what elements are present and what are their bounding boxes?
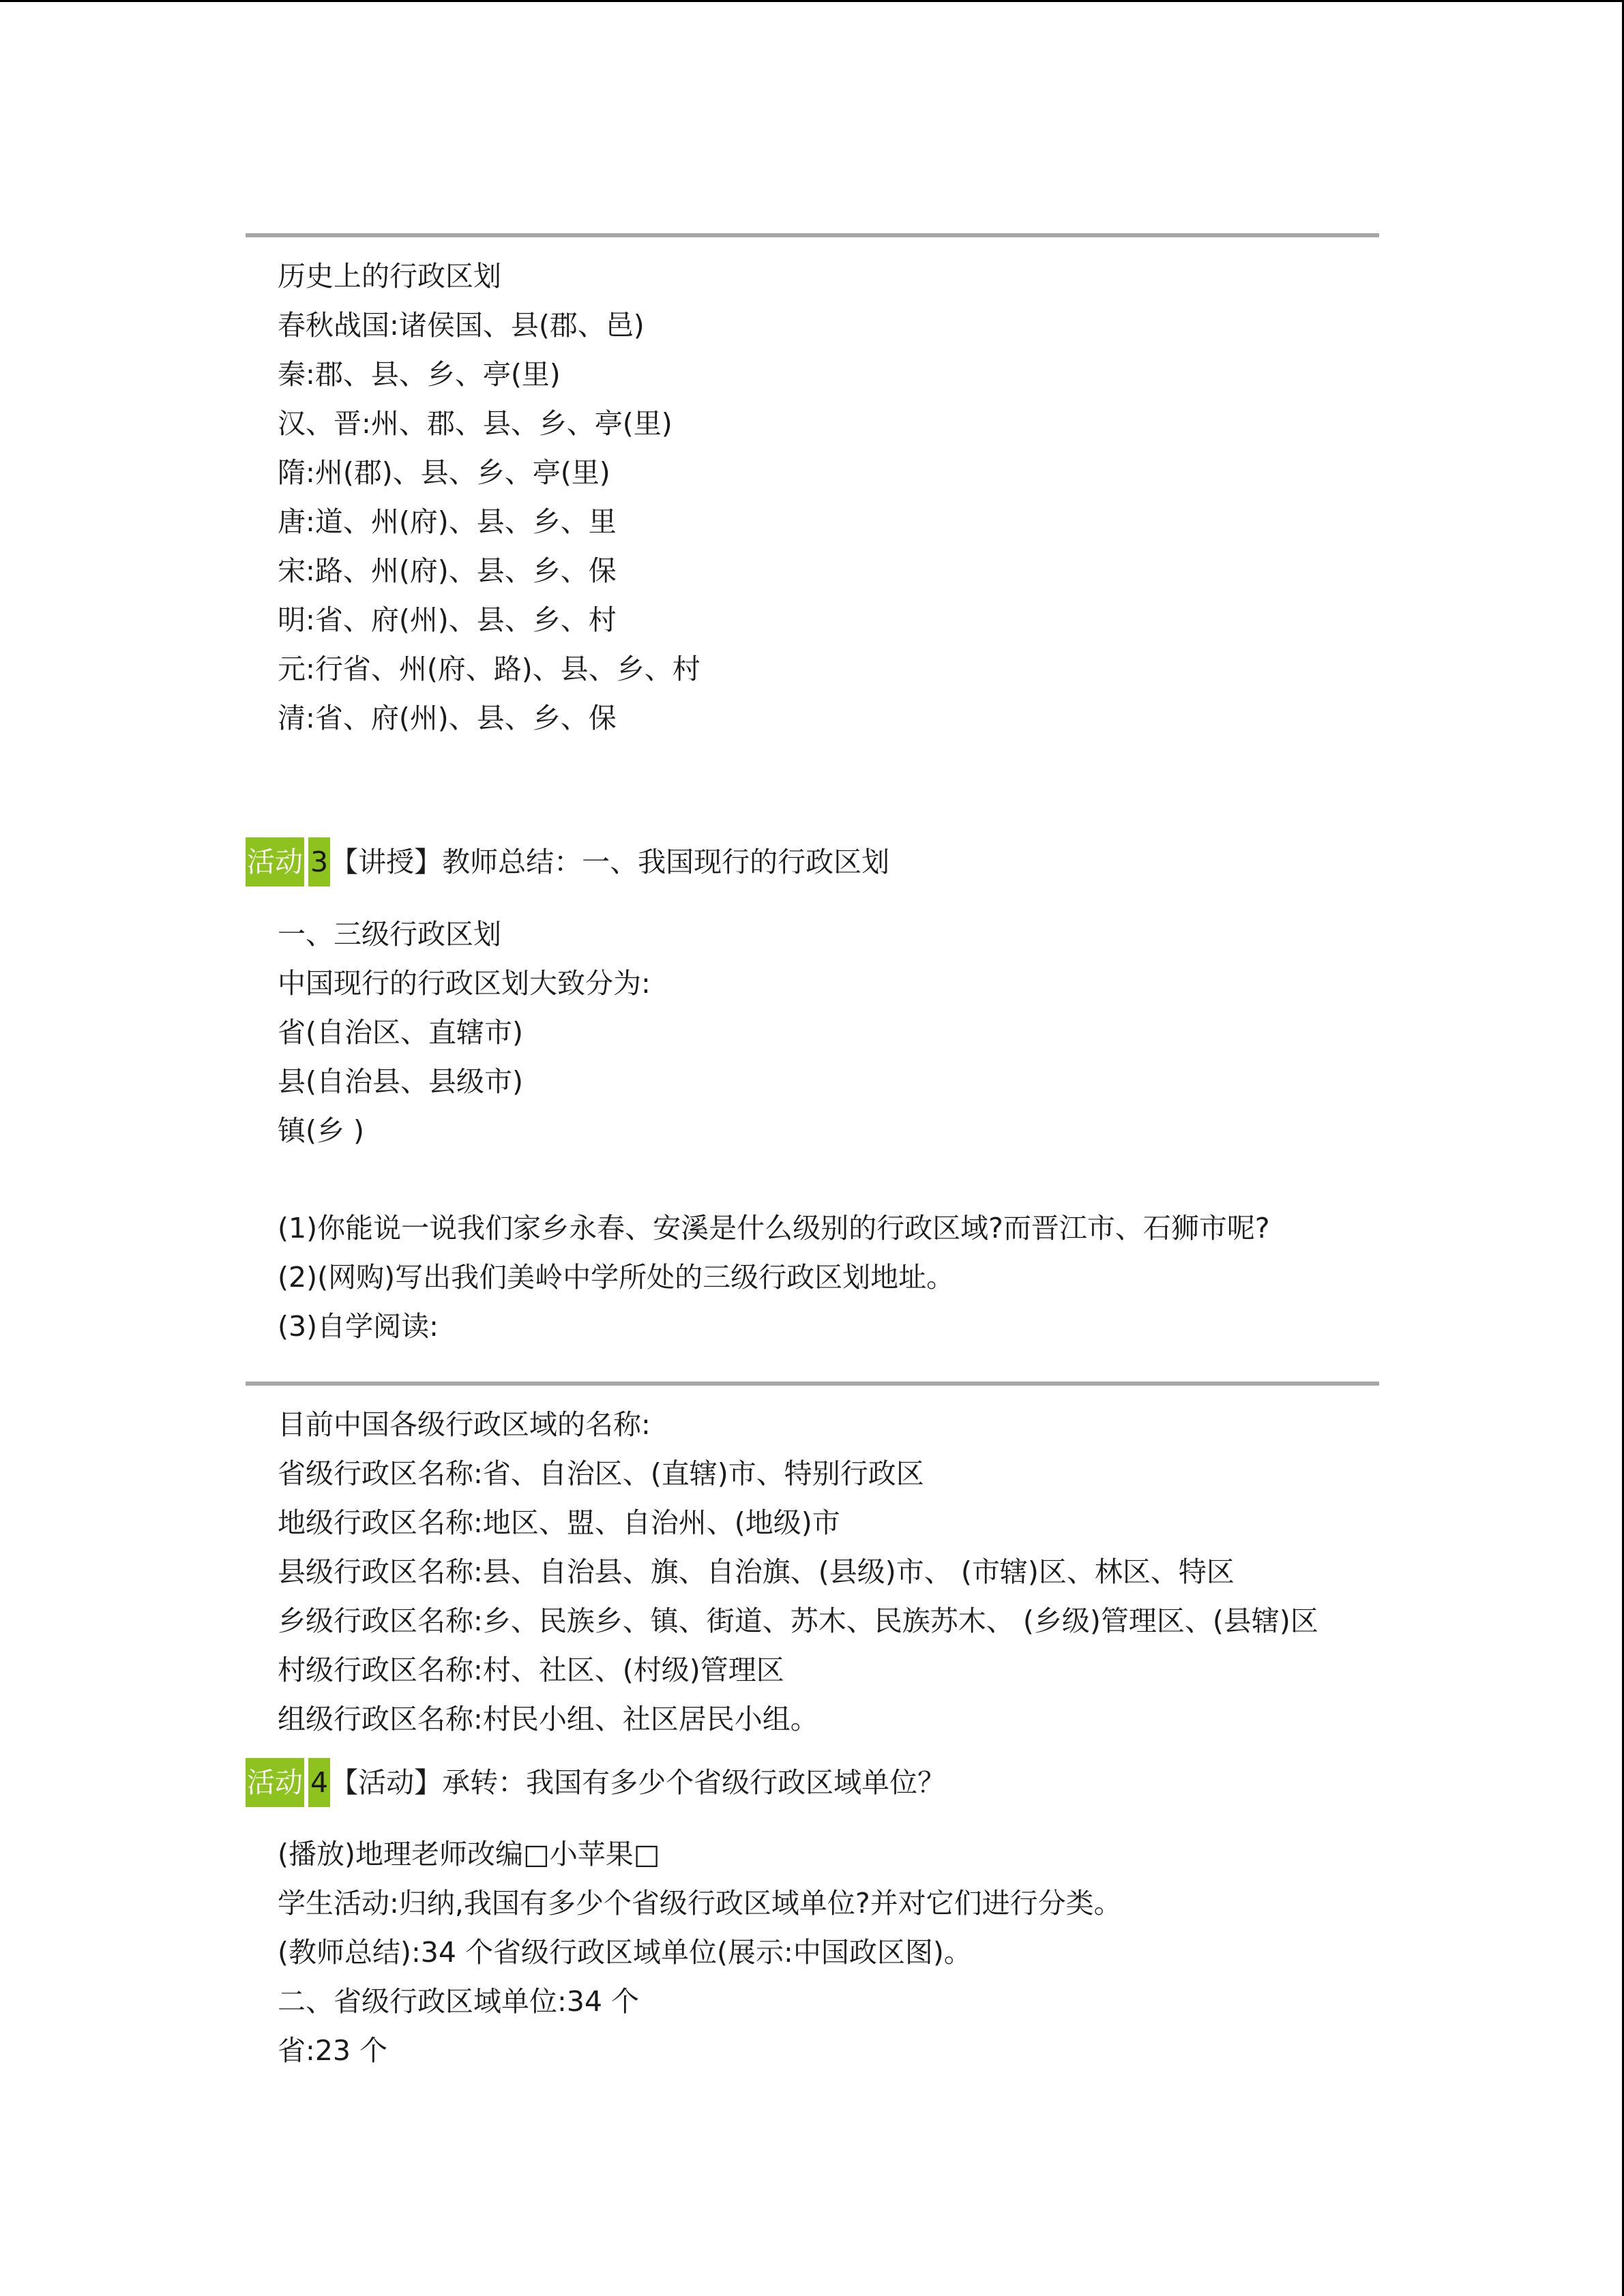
history-line: 春秋战国:诸侯国、县(郡、邑) [278, 309, 645, 342]
activity-number: 3 [308, 837, 330, 886]
activity-4-heading [246, 1758, 945, 1807]
names-section [278, 1400, 1318, 1744]
activity-3-heading [246, 837, 889, 886]
history-section [278, 252, 700, 743]
history-line: 宋:路、州(府)、县、乡、保 [278, 554, 617, 587]
divider-rule-middle [246, 1382, 1379, 1386]
history-line: 秦:郡、县、乡、亭(里) [278, 358, 561, 391]
history-line: 汉、晋:州、郡、县、乡、亭(里) [278, 407, 673, 440]
text-line: 省(自治区、直辖市) [278, 1016, 523, 1049]
text-line: (教师总结):34 个省级行政区域单位(展示:中国政区图)。 [278, 1936, 972, 1969]
text-line: 省:23 个 [278, 2034, 388, 2067]
page-border-top [0, 0, 1624, 2]
text-line: 省级行政区名称:省、自治区、(直辖)市、特别行政区 [278, 1457, 924, 1490]
text-line: 组级行政区名称:村民小组、社区居民小组。 [278, 1703, 818, 1735]
history-line: 明:省、府(州)、县、乡、村 [278, 603, 617, 636]
history-line: 清:省、府(州)、县、乡、保 [278, 702, 617, 734]
history-line: 元:行省、州(府、路)、县、乡、村 [278, 653, 700, 685]
activity-tag: 活动 [246, 1758, 304, 1807]
text-line: 乡级行政区名称:乡、民族乡、镇、街道、苏木、民族苏木、 (乡级)管理区、(县辖)区 [278, 1605, 1318, 1637]
question-line: (2)(网购)写出我们美岭中学所处的三级行政区划地址。 [278, 1261, 955, 1294]
divider-rule-top [246, 233, 1379, 237]
history-title: 历史上的行政区划 [278, 260, 501, 293]
questions-section [278, 1204, 1270, 1351]
activity-tag: 活动 [246, 837, 304, 886]
history-line: 隋:州(郡)、县、乡、亭(里) [278, 456, 610, 489]
text-line: 村级行政区名称:村、社区、(村级)管理区 [278, 1654, 784, 1686]
text-line: 县级行政区名称:县、自治县、旗、自治旗、(县级)市、 (市辖)区、林区、特区 [278, 1555, 1235, 1588]
text-line: 地级行政区名称:地区、盟、自治州、(地级)市 [278, 1506, 840, 1539]
history-line: 唐:道、州(府)、县、乡、里 [278, 505, 617, 538]
activity-title: 【活动】承转：我国有多少个省级行政区域单位？ [330, 1766, 946, 1799]
three-level-section [278, 910, 651, 1155]
section-title: 二、省级行政区域单位:34 个 [278, 1985, 640, 2018]
question-line: (1)你能说一说我们家乡永春、安溪是什么级别的行政区域?而晋江市、石狮市呢? [278, 1212, 1270, 1244]
text-line: 中国现行的行政区划大致分为: [278, 967, 651, 1000]
activity-title: 【讲授】教师总结：一、我国现行的行政区划 [330, 846, 890, 878]
provincial-section [278, 1830, 1122, 2075]
text-line: 县(自治县、县级市) [278, 1065, 523, 1098]
text-line: 镇(乡 ) [278, 1114, 365, 1147]
text-line: 学生活动:归纳,我国有多少个省级行政区域单位?并对它们进行分类。 [278, 1887, 1122, 1920]
activity-number: 4 [308, 1758, 330, 1807]
text-line: (播放)地理老师改编□小苹果□ [278, 1838, 660, 1870]
section-title: 一、三级行政区划 [278, 918, 501, 951]
section-title: 目前中国各级行政区域的名称: [278, 1408, 651, 1441]
question-line: (3)自学阅读: [278, 1310, 439, 1343]
